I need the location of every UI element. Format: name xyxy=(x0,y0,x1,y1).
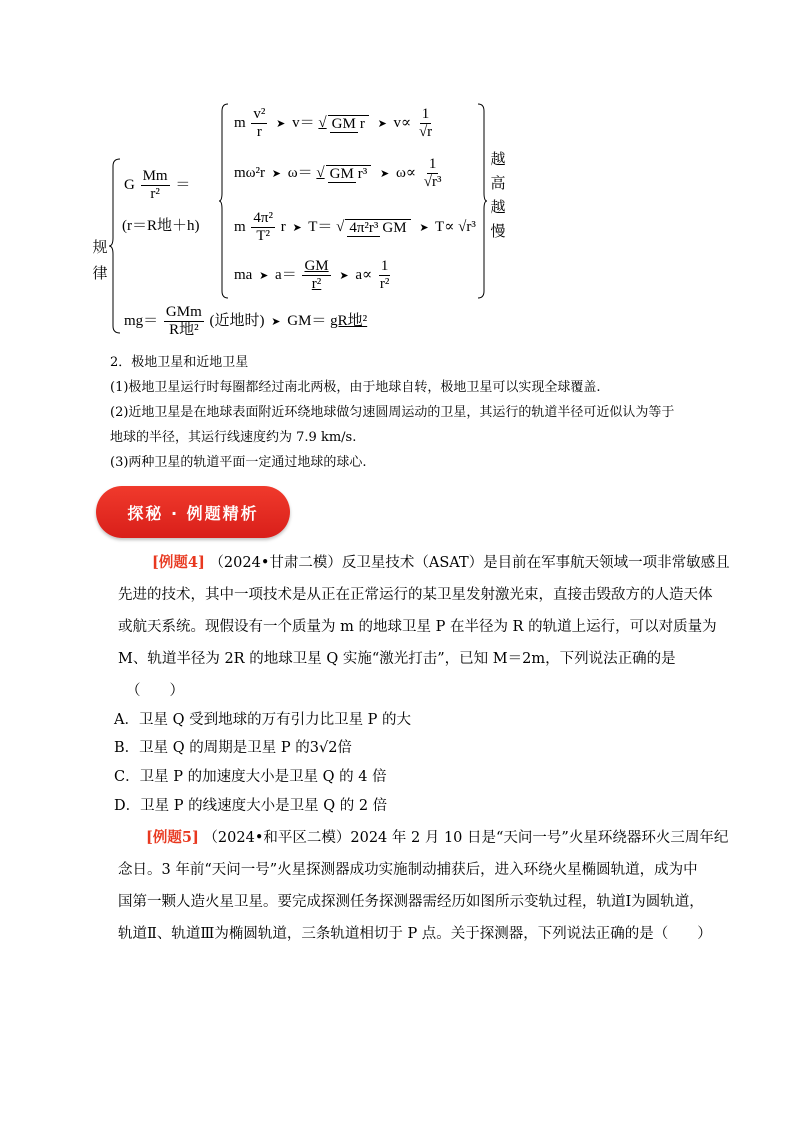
example5-line-4: 轨道Ⅱ、轨道Ⅲ为椭圆轨道，三条轨道相切于 P 点。关于探测器，下列说法正确的是（ ） xyxy=(118,926,712,942)
arrow-icon: ➤ xyxy=(419,221,429,234)
example4-option-a[interactable]: A．卫星 Q 受到地球的万有引力比卫星 P 的大 xyxy=(114,712,412,728)
right-label-3: 越 xyxy=(490,198,506,216)
arrow-icon: ➤ xyxy=(276,117,286,130)
example5-line-2: 念日。3 年前“天问一号”火星探测器成功实施制动捕获后，进入环绕火星椭圆轨道，成为中 xyxy=(118,862,698,878)
right-label-1: 越 xyxy=(490,150,506,168)
rule-side-label-2: 律 xyxy=(92,264,108,282)
formula-row-period: m $\frac{\text{4π²}}{\text{T²}}$ r ➤ T＝ √ 4π²r³ GM ➤ T∝ √r³ xyxy=(234,210,476,244)
outer-left-brace xyxy=(108,158,122,334)
section2-paragraph-3: (3)两种卫星的轨道平面一定通过地球的球心. xyxy=(110,455,367,470)
right-label-4: 慢 xyxy=(490,222,506,240)
arrow-icon: ➤ xyxy=(339,269,349,282)
example5-line-1 xyxy=(146,822,728,854)
r-definition: (r＝R地＋h) xyxy=(122,218,200,234)
example5-line-3: 国第一颗人造火星卫星。要完成探测任务探测器需经历如图所示变轨过程，轨道Ⅰ为圆轨道， xyxy=(118,894,704,910)
right-label-2: 高 xyxy=(490,174,506,192)
formula-row-acceleration: ma ➤ a＝ $\frac{GM}{\text{r²}}$ ➤ a∝ $\frac{1}{\text{r²}}$ xyxy=(234,258,390,292)
example4-line-3: 或航天系统。现假设有一个质量为 m 的地球卫星 P 在半径为 R 的轨道上运行，可以对质量为 xyxy=(118,619,717,635)
arrow-icon: ➤ xyxy=(271,167,282,180)
example5-tag: [例题5] xyxy=(146,829,199,846)
gravity-expression xyxy=(124,168,190,203)
gravity-numerator: Mm xyxy=(142,168,168,184)
arrow-icon: ➤ xyxy=(377,117,387,130)
example4-line-1-text: （2024•甘肃二模）反卫星技术（ASAT）是目前在军事航天领域一项非常敏感且 xyxy=(209,555,730,571)
example4-line-4: M、轨道半径为 2R 的地球卫星 Q 实施“激光打击”，已知 M＝2m，下列说法正确的是 xyxy=(118,651,676,667)
rule-side-label-1: 规 xyxy=(92,238,108,256)
section2-paragraph-2a: (2)近地卫星是在地球表面附近环绕地球做匀速圆周运动的卫星，其运行的轨道半径可近似认为等于 xyxy=(110,405,675,420)
section2-heading: 2．极地卫星和近地卫星 xyxy=(110,355,249,370)
formula-row-surface-gravity: mg＝ $\frac{\text{GMm}}{\text{R地²}}$ (近地时) ➤ GM＝ gR地² xyxy=(124,304,368,338)
arrow-icon: ➤ xyxy=(292,221,302,234)
section2-paragraph-1: (1)极地卫星运行时每圈都经过南北两极，由于地球自转，极地卫星可以实现全球覆盖. xyxy=(110,380,601,395)
section-banner: 探秘 · 例题精析 xyxy=(96,486,290,538)
inner-left-brace xyxy=(218,103,230,299)
gravity-prefix: G xyxy=(124,176,135,193)
example4-line-1 xyxy=(152,547,730,579)
gravity-equals: ＝ xyxy=(175,176,191,193)
example4-option-b[interactable]: B．卫星 Q 的周期是卫星 P 的3√2倍 xyxy=(114,740,352,756)
arrow-icon: ➤ xyxy=(259,269,269,282)
arrow-icon: ➤ xyxy=(380,167,390,180)
arrow-icon: ➤ xyxy=(271,315,281,328)
gravity-denominator: r² xyxy=(150,186,160,202)
right-brace xyxy=(476,103,488,299)
example4-option-d[interactable]: D．卫星 P 的线速度大小是卫星 Q 的 2 倍 xyxy=(114,798,388,814)
example4-option-c[interactable]: C．卫星 P 的加速度大小是卫星 Q 的 4 倍 xyxy=(114,769,387,785)
section2-paragraph-2b: 地球的半径，其运行线速度约为 7.9 km/s. xyxy=(110,430,357,445)
example4-tag: [例题4] xyxy=(152,554,205,571)
example4-line-5: （ ） xyxy=(126,683,184,699)
example4-line-2: 先进的技术，其中一项技术是从正在正常运行的某卫星发射激光束，直接击毁敌方的人造天体 xyxy=(118,587,713,603)
formula-row-angular: mω²r ➤ ω＝ √ GM r³ ➤ ω∝ $\frac{1}{\text{√r³}}$ xyxy=(234,156,442,190)
formula-row-velocity: m $\frac{\text{v²}}{r}$ ➤ v＝ √ GM r ➤ v∝ $\frac{1}{√r}$ xyxy=(234,106,433,140)
example5-line-1-text: （2024•和平区二模）2024 年 2 月 10 日是“天问一号”火星环绕器环火三周年纪 xyxy=(203,830,729,846)
